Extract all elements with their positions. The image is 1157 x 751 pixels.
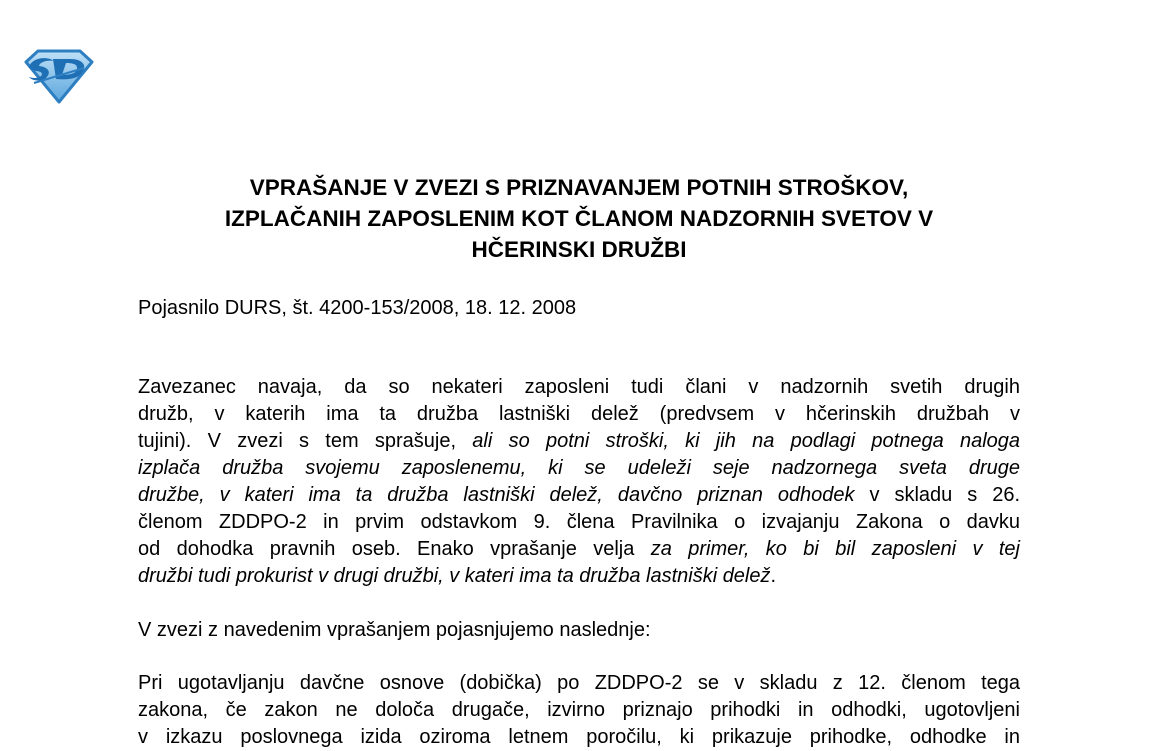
paragraph-line — [138, 697, 1020, 724]
title-line-2: IZPLAČANIH ZAPOSLENIM KOT ČLANOM NADZORNIH SVETOV V — [224, 206, 934, 231]
paragraph-question — [138, 374, 1020, 590]
paragraph-line — [138, 724, 1020, 751]
paragraph-line — [138, 455, 1020, 482]
paragraph-line — [138, 374, 1020, 401]
text-run: tujini). V zvezi s tem sprašuje, — [138, 430, 473, 452]
paragraph-answer — [138, 670, 1020, 751]
paragraph-line — [138, 428, 1020, 455]
title-line-3: HČERINSKI DRUŽBI — [471, 237, 687, 262]
text-run: . — [770, 565, 777, 587]
italic-text-run: družbe, v kateri ima ta družba lastniški delež, davčno priznan odhodek — [138, 484, 855, 506]
document-title — [138, 172, 1020, 265]
italic-text-run: izplača družba svojemu zaposlenemu, ki se udeleži seje nadzornega sveta druge — [138, 457, 1020, 479]
paragraph-line — [138, 509, 1020, 536]
italic-text-run: za primer, ko bi bil zaposleni v tej — [650, 538, 1020, 560]
paragraph-line: V zvezi z navedenim vprašanjem pojasnjujemo naslednje: — [138, 619, 651, 641]
title-line-1: VPRAŠANJE V ZVEZI S PRIZNAVANJEM POTNIH STROŠKOV, — [249, 175, 909, 200]
paragraph-line — [138, 563, 1020, 590]
paragraph-line — [138, 482, 1020, 509]
reference-line: Pojasnilo DURS, št. 4200-153/2008, 18. 12. 2008 — [138, 297, 577, 319]
paragraph-line — [138, 536, 1020, 563]
text-run: od dohodka pravnih oseb. Enako vprašanje velja — [138, 538, 651, 560]
text-run: Pri ugotavljanju davčne osnove (dobička) po ZDDPO-2 se v skladu z 12. členom tega — [138, 672, 1020, 694]
text-run: družb, v katerih ima ta družba lastniški delež (predvsem v hčerinskih družbah v — [138, 403, 1020, 425]
italic-text-run: ali so potni stroški, ki jih na podlagi potnega naloga — [472, 430, 1021, 452]
paragraph-line — [138, 670, 1020, 697]
sd-diamond-logo-icon — [22, 48, 96, 104]
text-run: členom ZDDPO-2 in prvim odstavkom 9. člena Pravilnika o izvajanju Zakona o davku — [138, 511, 1020, 533]
paragraph-line — [138, 401, 1020, 428]
text-run: v skladu s 26. — [854, 484, 1020, 506]
text-run: zakona, če zakon ne določa drugače, izvirno priznajo prihodki in odhodki, ugotovljeni — [138, 699, 1020, 721]
paragraph-intro — [138, 617, 1020, 644]
text-run: v izkazu poslovnega izida oziroma letnem poročilu, ki prikazuje prihodke, odhodke in — [138, 726, 1020, 748]
text-run: Zavezanec navaja, da so nekateri zaposleni tudi člani v nadzornih svetih drugih — [138, 376, 1020, 398]
italic-text-run: družbi tudi prokurist v drugi družbi, v kateri ima ta družba lastniški delež — [138, 565, 771, 587]
